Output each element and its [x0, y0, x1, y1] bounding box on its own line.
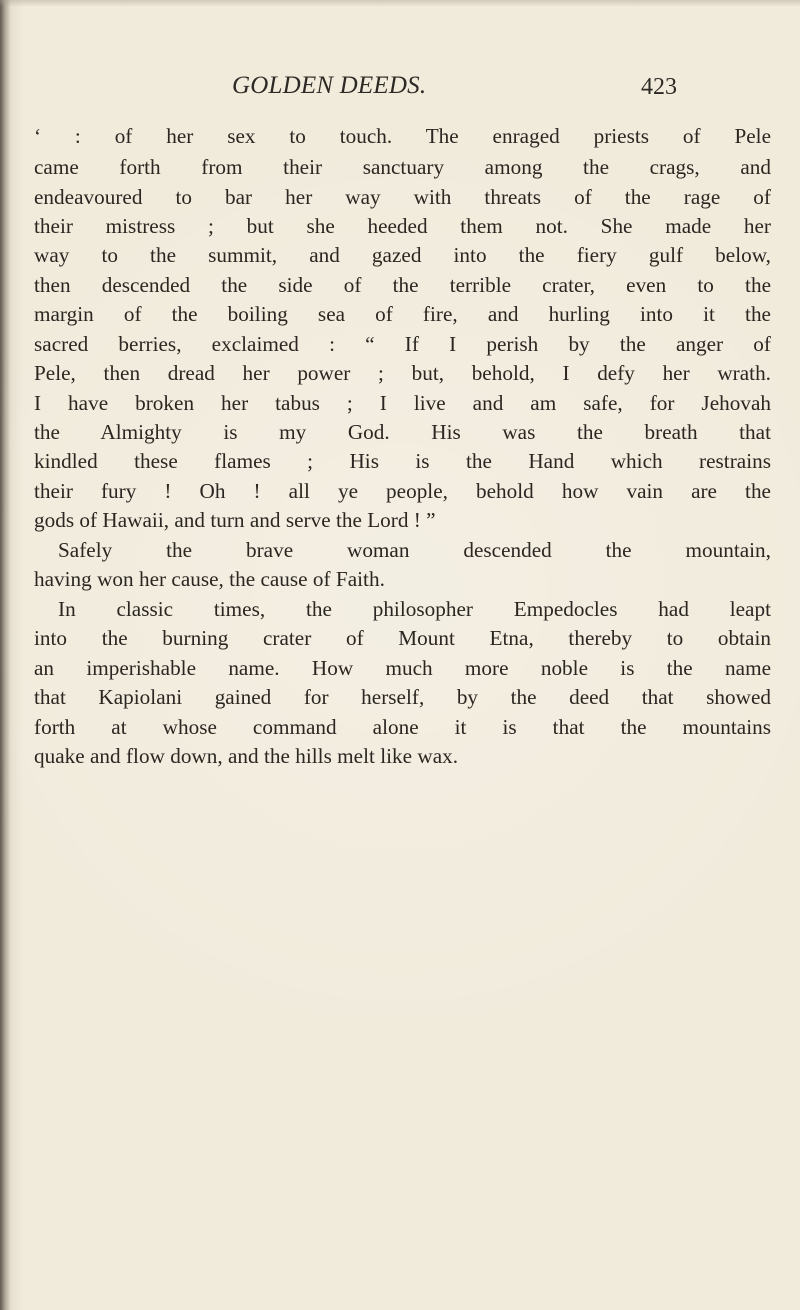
paragraph-line: In classic times, the philosopher Empedocles had leapt — [58, 597, 771, 621]
running-head: GOLDEN DEEDS. — [232, 72, 427, 99]
body-line: came forth from their sanctuary among the crags, and — [34, 155, 771, 179]
body-line: that Kapiolani gained for herself, by the deed that showed — [34, 685, 771, 709]
body-line: forth at whose command alone it is that the mountains — [34, 715, 771, 739]
body-line: their fury ! Oh ! all ye people, behold how vain are the — [34, 479, 771, 503]
body-line: then descended the side of the terrible crater, even to the — [34, 273, 771, 297]
body-line: kindled these flames ; His is the Hand which restrains — [34, 449, 771, 473]
gutter-shadow — [0, 0, 10, 1310]
paragraph-line: Safely the brave woman descended the mountain, — [58, 538, 771, 562]
body-line: their mistress ; but she heeded them not. She made her — [34, 214, 771, 238]
body-line: margin of the boiling sea of fire, and hurling into it the — [34, 302, 771, 326]
body-line: endeavoured to bar her way with threats of the rage of — [34, 185, 771, 209]
body-line: the Almighty is my God. His was the breath that — [34, 420, 771, 444]
body-line: quake and flow down, and the hills melt like wax. — [34, 744, 459, 768]
body-line: into the burning crater of Mount Etna, thereby to obtain — [34, 626, 771, 650]
body-line: I have broken her tabus ; I live and am safe, for Jehovah — [34, 391, 771, 415]
body-line: having won her cause, the cause of Faith. — [34, 567, 385, 591]
body-line: Pele, then dread her power ; but, behold, I defy her wrath. — [34, 361, 771, 385]
body-line: way to the summit, and gazed into the fiery gulf below, — [34, 243, 771, 267]
top-paper-edge — [0, 0, 800, 7]
body-line: gods of Hawaii, and turn and serve the Lord ! ” — [34, 508, 436, 532]
body-line: sacred berries, exclaimed : “ If I perish by the anger of — [34, 332, 771, 356]
body-line: an imperishable name. How much more noble is the name — [34, 656, 771, 680]
page-number: 423 — [641, 74, 677, 100]
body-line: ‘ : of her sex to touch. The enraged priests of Pele — [34, 124, 771, 148]
